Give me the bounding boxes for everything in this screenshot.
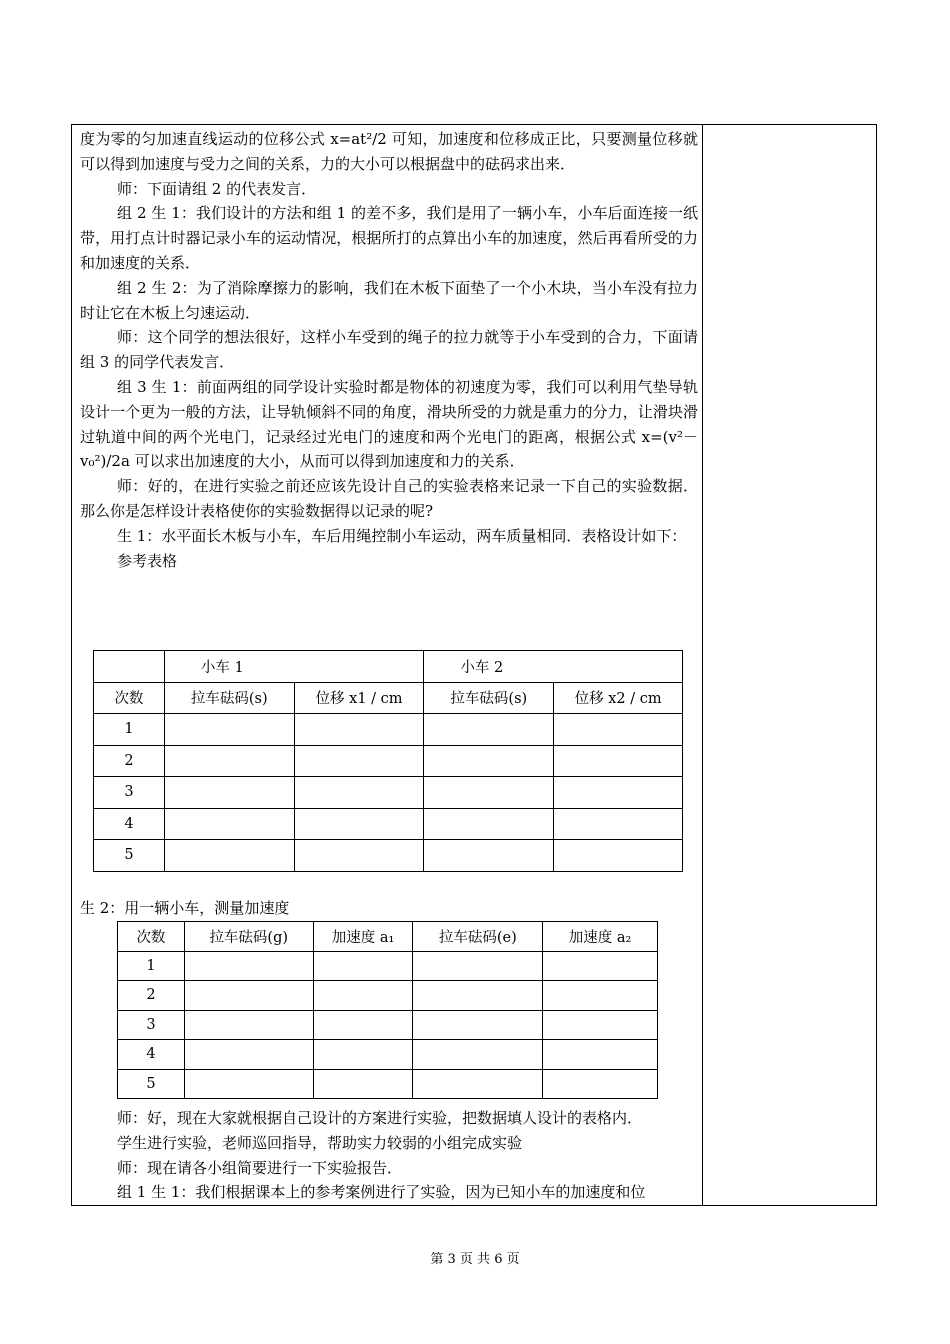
row-number: 4 bbox=[118, 1040, 185, 1070]
table-cell bbox=[313, 951, 413, 981]
column-header: 加速度 a₂ bbox=[543, 922, 658, 952]
row-number: 1 bbox=[118, 951, 185, 981]
paragraph: 学生进行实验，老师巡回指导，帮助实力较弱的小组完成实验 bbox=[117, 1133, 523, 1152]
paragraph: 组 2 生 1：我们设计的方法和组 1 的差不多，我们是用了一辆小车，小车后面连接一纸带，用打点计时器记录小车的运动情况，根据所打的点算出小车的加速度，然后再看所受的力和加速度的关系． bbox=[80, 204, 698, 272]
table-cell bbox=[164, 745, 294, 777]
table-row bbox=[94, 714, 683, 746]
table-cell bbox=[413, 981, 543, 1011]
table-header-row bbox=[118, 922, 658, 952]
table-cell bbox=[554, 745, 683, 777]
table2-caption: 生 2：用一辆小车，测量加速度 bbox=[80, 899, 290, 917]
table-cell bbox=[294, 777, 424, 809]
table-row bbox=[94, 745, 683, 777]
table-row bbox=[94, 840, 683, 872]
main-text bbox=[80, 127, 698, 573]
table-cell bbox=[413, 951, 543, 981]
table-cell bbox=[554, 808, 683, 840]
row-number: 5 bbox=[94, 840, 165, 872]
row-number: 2 bbox=[94, 745, 165, 777]
column-header: 加速度 a₁ bbox=[313, 922, 413, 952]
table-cell bbox=[294, 714, 424, 746]
group-header-car1: 小车 1 bbox=[164, 651, 424, 683]
paragraph: 度为零的匀加速直线运动的位移公式 x=at²/2 可知，加速度和位移成正比，只要测量位移就可以得到加速度与受力之间的关系，力的大小可以根据盘中的砝码求出来． bbox=[80, 130, 698, 173]
table-cell bbox=[554, 714, 683, 746]
table-cell bbox=[424, 745, 554, 777]
row-number: 2 bbox=[118, 981, 185, 1011]
table-cell bbox=[413, 1069, 543, 1099]
table-cell bbox=[543, 1069, 658, 1099]
table-cell bbox=[313, 1040, 413, 1070]
table-cell bbox=[164, 840, 294, 872]
table-cell bbox=[413, 1010, 543, 1040]
table-row bbox=[118, 1069, 658, 1099]
table-cell bbox=[184, 951, 313, 981]
table-cell bbox=[424, 714, 554, 746]
table-cell bbox=[184, 1010, 313, 1040]
table-cell bbox=[424, 808, 554, 840]
row-number: 3 bbox=[118, 1010, 185, 1040]
column-divider bbox=[702, 124, 703, 1206]
paragraph: 师：好的，在进行实验之前还应该先设计自己的实验表格来记录一下自己的实验数据．那么你是怎样设计表格使你的实验数据得以记录的呢? bbox=[80, 477, 698, 520]
column-header: 次数 bbox=[94, 682, 165, 714]
group-header-car2: 小车 2 bbox=[424, 651, 683, 683]
table-cell bbox=[543, 1040, 658, 1070]
table-cell bbox=[294, 808, 424, 840]
table-cell bbox=[554, 777, 683, 809]
row-number: 1 bbox=[94, 714, 165, 746]
paragraph: 组 2 生 2：为了消除摩擦力的影响，我们在木板下面垫了一个小木块，当小车没有拉力时让它在木板上匀速运动． bbox=[80, 278, 698, 322]
row-number: 3 bbox=[94, 777, 165, 809]
table-cell bbox=[94, 651, 165, 683]
table-cell bbox=[424, 840, 554, 872]
table-row bbox=[94, 777, 683, 809]
column-header: 拉车砝码(s) bbox=[424, 682, 554, 714]
table-cell bbox=[554, 840, 683, 872]
table-cell bbox=[424, 777, 554, 809]
table-cell bbox=[164, 808, 294, 840]
table-cell bbox=[294, 745, 424, 777]
table-cell bbox=[543, 981, 658, 1011]
table-cell bbox=[294, 840, 424, 872]
page-footer: 第 3 页 共 6 页 bbox=[430, 1252, 520, 1267]
row-number: 4 bbox=[94, 808, 165, 840]
row-number: 5 bbox=[118, 1069, 185, 1099]
paragraph: 生 1：水平面长木板与小车，车后用绳控制小车运动，两车质量相同．表格设计如下： bbox=[117, 526, 687, 545]
table-cell bbox=[164, 714, 294, 746]
table-row bbox=[94, 808, 683, 840]
table-row bbox=[118, 1040, 658, 1070]
paragraph: 师：这个同学的想法很好，这样小车受到的绳子的拉力就等于小车受到的合力，下面请组 3 的同学代表发言． bbox=[80, 328, 698, 372]
closing-text bbox=[80, 1106, 698, 1205]
paragraph: 师：好，现在大家就根据自己设计的方案进行实验，把数据填人设计的表格内． bbox=[117, 1109, 643, 1127]
column-header: 拉车砝码(g) bbox=[184, 922, 313, 952]
reference-table bbox=[93, 650, 683, 872]
table-cell bbox=[313, 981, 413, 1011]
column-header: 拉车砝码(e) bbox=[413, 922, 543, 952]
acceleration-table bbox=[117, 921, 658, 1099]
table-row bbox=[118, 1010, 658, 1040]
table1-caption: 参考表格 bbox=[117, 551, 178, 570]
table-cell bbox=[413, 1040, 543, 1070]
table-row bbox=[118, 951, 658, 981]
table-cell bbox=[164, 777, 294, 809]
table-cell bbox=[313, 1069, 413, 1099]
table-cell bbox=[543, 1010, 658, 1040]
column-header: 位移 x2 / cm bbox=[554, 682, 683, 714]
table-row bbox=[118, 981, 658, 1011]
table-cell bbox=[184, 1069, 313, 1099]
table-cell bbox=[184, 981, 313, 1011]
table-cell bbox=[184, 1040, 313, 1070]
column-header: 拉车砝码(s) bbox=[164, 682, 294, 714]
paragraph: 师：现在请各小组简要进行一下实验报告． bbox=[117, 1158, 403, 1177]
table-cell bbox=[543, 951, 658, 981]
column-header: 位移 x1 / cm bbox=[294, 682, 424, 714]
table-header-row bbox=[94, 682, 683, 714]
table-cell bbox=[313, 1010, 413, 1040]
paragraph: 组 3 生 1：前面两组的同学设计实验时都是物体的初速度为零，我们可以利用气垫导轨设计一个更为一般的方法，让导轨倾斜不同的角度，滑块所受的力就是重力的分力，让滑块滑过轨道中间的两个光电门，记录经过光电门的速度和两个光电门的距离，根据公式 x=(v²－v₀²)/2a 可以求出加速度的大小，从而可以得到加速度和力的关系． bbox=[80, 377, 698, 471]
paragraph: 组 1 生 1：我们根据课本上的参考案例进行了实验，因为已知小车的加速度和位 bbox=[117, 1183, 646, 1202]
column-header: 次数 bbox=[118, 922, 185, 952]
paragraph: 师：下面请组 2 的代表发言． bbox=[117, 179, 317, 198]
